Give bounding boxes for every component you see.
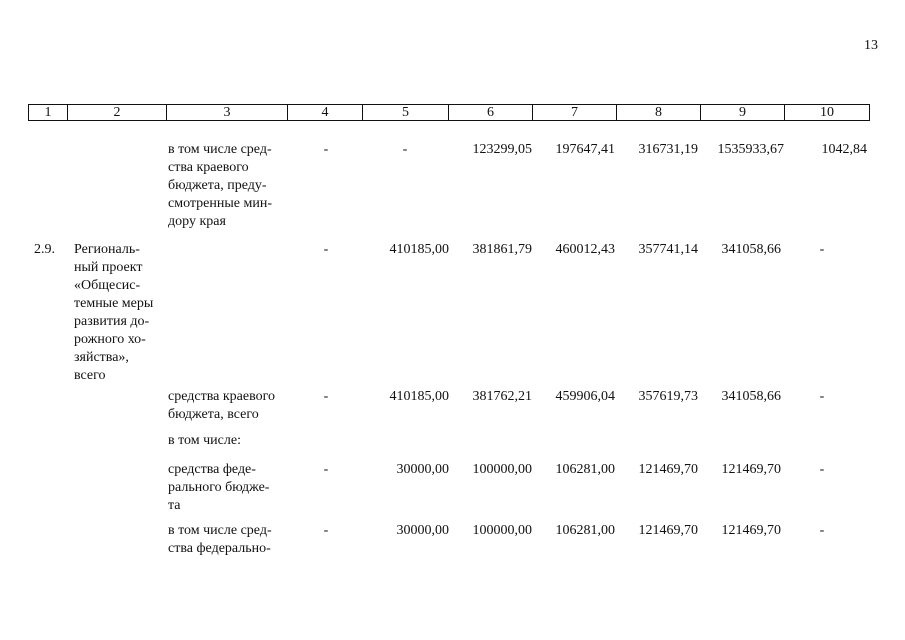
row-1-name-line: развития до- bbox=[74, 314, 150, 329]
row-1-name-line: зяйства», bbox=[74, 350, 129, 365]
row-2-col-9: 341058,66 bbox=[721, 389, 781, 404]
row-4-col-5: 30000,00 bbox=[396, 462, 449, 477]
page-number: 13 bbox=[864, 38, 878, 53]
header-col-10: 10 bbox=[785, 105, 870, 121]
header-col-8: 8 bbox=[617, 105, 701, 121]
row-0-source-line: дору края bbox=[168, 214, 226, 229]
row-1-col-4: - bbox=[323, 242, 329, 257]
row-0-col-4: - bbox=[323, 142, 329, 157]
row-4-source-line: рального бюдже- bbox=[168, 480, 270, 495]
row-1-col-5: 410185,00 bbox=[389, 242, 449, 257]
header-col-6: 6 bbox=[449, 105, 533, 121]
header-col-9: 9 bbox=[701, 105, 785, 121]
column-number-header bbox=[28, 104, 870, 121]
row-2-col-10: - bbox=[819, 389, 825, 404]
row-1-col-6: 381861,79 bbox=[472, 242, 532, 257]
row-0-col-7: 197647,41 bbox=[555, 142, 615, 157]
row-4-col-7: 106281,00 bbox=[555, 462, 615, 477]
row-0-source-line: смотренные мин- bbox=[168, 196, 273, 211]
row-5-col-7: 106281,00 bbox=[555, 523, 615, 538]
header-col-3: 3 bbox=[167, 105, 288, 121]
row-2-source-line: средства краевого bbox=[168, 389, 275, 404]
row-2-source bbox=[168, 388, 293, 424]
row-1-name bbox=[74, 241, 162, 385]
row-5-col-6: 100000,00 bbox=[472, 523, 532, 538]
row-0-source-line: бюджета, преду- bbox=[168, 178, 267, 193]
row-1-col-7: 460012,43 bbox=[555, 242, 615, 257]
row-4-col-10: - bbox=[819, 462, 825, 477]
row-1-name-line: Региональ- bbox=[74, 242, 140, 257]
row-4-col-6: 100000,00 bbox=[472, 462, 532, 477]
row-0-col-8: 316731,19 bbox=[638, 142, 698, 157]
row-4-col-4: - bbox=[323, 462, 329, 477]
row-2-source-line: бюджета, всего bbox=[168, 407, 259, 422]
header-col-5: 5 bbox=[363, 105, 449, 121]
row-0-col-5: - bbox=[402, 142, 408, 157]
row-4-source bbox=[168, 461, 286, 515]
row-1-col-10: - bbox=[819, 242, 825, 257]
row-5-source-line: ства федерально- bbox=[168, 541, 271, 556]
row-0-col-10: 1042,84 bbox=[821, 142, 867, 157]
row-2-col-5: 410185,00 bbox=[389, 389, 449, 404]
row-5-col-10: - bbox=[819, 523, 825, 538]
row-1-number: 2.9. bbox=[34, 242, 55, 257]
row-5-source bbox=[168, 522, 286, 558]
row-5-col-5: 30000,00 bbox=[396, 523, 449, 538]
row-4-col-9: 121469,70 bbox=[721, 462, 781, 477]
row-5-col-4: - bbox=[323, 523, 329, 538]
row-3-source bbox=[168, 432, 293, 450]
header-col-7: 7 bbox=[533, 105, 617, 121]
row-1-col-8: 357741,14 bbox=[638, 242, 698, 257]
row-1-name-line: «Общесис- bbox=[74, 278, 141, 293]
row-3-source-line: в том числе: bbox=[168, 433, 241, 448]
row-5-source-line: в том числе сред- bbox=[168, 523, 272, 538]
row-2-col-7: 459906,04 bbox=[555, 389, 615, 404]
row-4-source-line: средства феде- bbox=[168, 462, 256, 477]
row-0-source-line: ства краевого bbox=[168, 160, 249, 175]
row-0-col-9: 1535933,67 bbox=[717, 142, 784, 157]
row-2-col-4: - bbox=[323, 389, 329, 404]
row-2-col-8: 357619,73 bbox=[638, 389, 698, 404]
row-1-name-line: рожного хо- bbox=[74, 332, 146, 347]
row-0-source bbox=[168, 141, 286, 231]
row-1-col-9: 341058,66 bbox=[721, 242, 781, 257]
row-4-col-8: 121469,70 bbox=[638, 462, 698, 477]
row-0-source-line: в том числе сред- bbox=[168, 142, 272, 157]
row-2-col-6: 381762,21 bbox=[472, 389, 532, 404]
header-col-1: 1 bbox=[29, 105, 68, 121]
header-col-2: 2 bbox=[68, 105, 167, 121]
row-1-name-line: темные меры bbox=[74, 296, 154, 311]
header-col-4: 4 bbox=[288, 105, 363, 121]
row-1-name-line: ный проект bbox=[74, 260, 143, 275]
row-1-name-line: всего bbox=[74, 368, 106, 383]
row-5-col-9: 121469,70 bbox=[721, 523, 781, 538]
row-5-col-8: 121469,70 bbox=[638, 523, 698, 538]
row-4-source-line: та bbox=[168, 498, 181, 513]
row-0-col-6: 123299,05 bbox=[472, 142, 532, 157]
